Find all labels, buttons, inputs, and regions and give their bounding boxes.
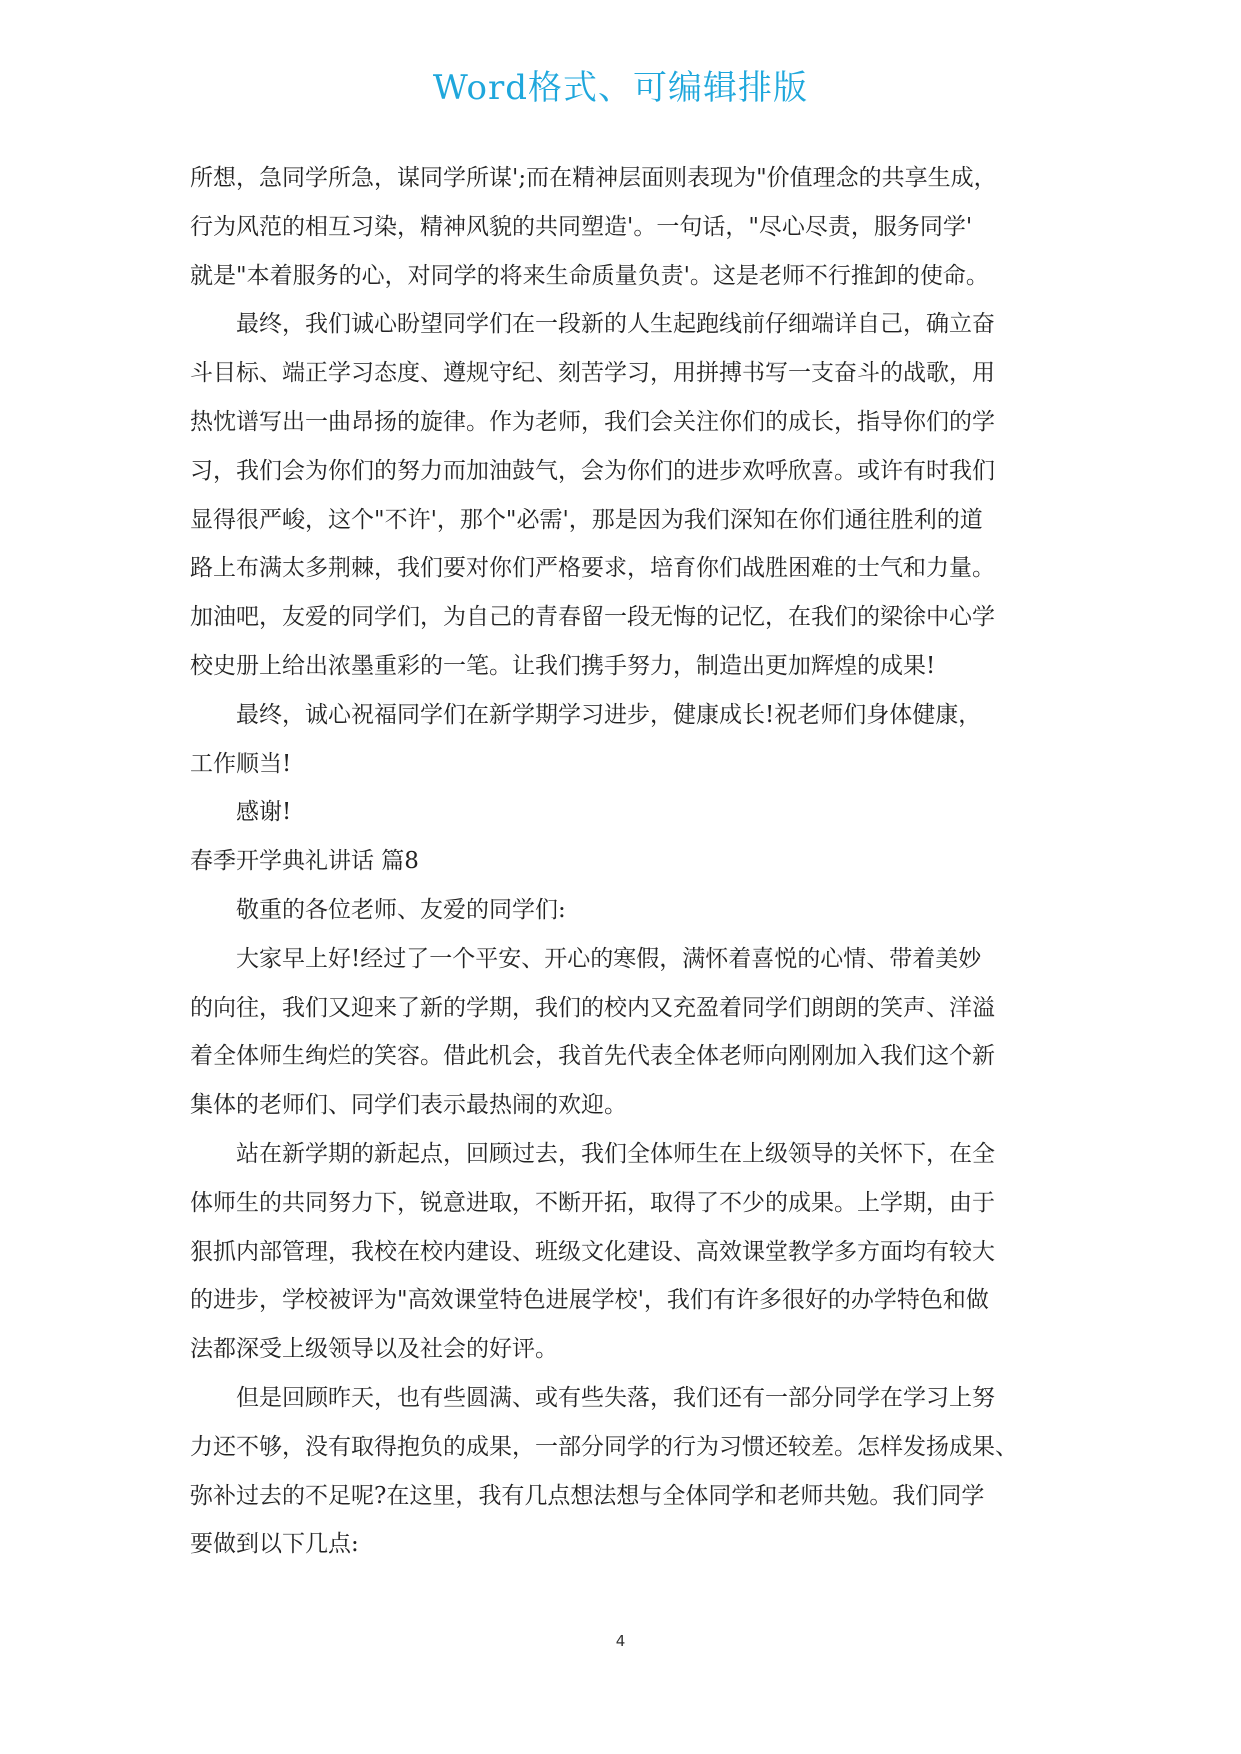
text-line: 法都深受上级领导以及社会的好评。 bbox=[190, 1336, 558, 1363]
paragraph-start-line: 大家早上好!经过了一个平安、开心的寒假，满怀着喜悦的心情、带着美妙 bbox=[236, 945, 982, 972]
paragraph-start-line: 但是回顾昨天，也有些圆满、或有些失落，我们还有一部分同学在学习上努 bbox=[236, 1384, 995, 1411]
text-line: 弥补过去的不足呢?在这里，我有几点想法想与全体同学和老师共勉。我们同学 bbox=[190, 1482, 985, 1509]
text-line: 的向往，我们又迎来了新的学期，我们的校内又充盈着同学们朗朗的笑声、洋溢 bbox=[190, 994, 995, 1021]
text-line: 斗目标、端正学习态度、遵规守纪、刻苦学习，用拼搏书写一支奋斗的战歌，用 bbox=[190, 360, 995, 387]
paragraph-start-line: 最终，我们诚心盼望同学们在一段新的人生起跑线前仔细端详自己，确立奋 bbox=[236, 311, 995, 338]
text-line: 工作顺当! bbox=[190, 750, 292, 777]
text-line: 集体的老师们、同学们表示最热闹的欢迎。 bbox=[190, 1092, 627, 1119]
paragraph-start-line: 站在新学期的新起点，回顾过去，我们全体师生在上级领导的关怀下，在全 bbox=[236, 1140, 995, 1167]
text-line: 校史册上给出浓墨重彩的一笔。让我们携手努力，制造出更加辉煌的成果! bbox=[190, 652, 936, 679]
text-line: 路上布满太多荆棘，我们要对你们严格要求，培育你们战胜困难的士气和力量。 bbox=[190, 555, 995, 582]
text-line: 显得很严峻，这个"不许'，那个"必需'，那是因为我们深知在你们通往胜利的道 bbox=[190, 506, 983, 533]
text-line: 行为风范的相互习染，精神风貌的共同塑造'。一句话，"尽心尽责，服务同学' bbox=[190, 213, 973, 240]
page-header-title: Word格式、可编辑排版 bbox=[432, 68, 809, 108]
text-line: 的进步，学校被评为"高效课堂特色进展学校'，我们有许多很好的办学特色和做 bbox=[190, 1287, 989, 1314]
text-line: 加油吧，友爱的同学们，为自己的青春留一段无悔的记忆，在我们的梁徐中心学 bbox=[190, 604, 995, 631]
text-line: 习，我们会为你们的努力而加油鼓气，会为你们的进步欢呼欣喜。或许有时我们 bbox=[190, 457, 995, 484]
document-body bbox=[190, 154, 1070, 1569]
paragraph-start-line: 感谢! bbox=[236, 799, 292, 826]
text-line: 所想，急同学所急，谋同学所谋';而在精神层面则表现为"价值理念的共享生成， bbox=[190, 165, 997, 191]
page-number: 4 bbox=[615, 1632, 626, 1650]
text-line: 要做到以下几点: bbox=[190, 1531, 359, 1558]
text-line: 就是"本着服务的心，对同学的将来生命质量负责'。这是老师不行推卸的使命。 bbox=[190, 262, 989, 289]
text-line: 狠抓内部管理，我校在校内建设、班级文化建设、高效课堂教学多方面均有较大 bbox=[190, 1238, 995, 1265]
text-line: 热忱谱写出一曲昂扬的旋律。作为老师，我们会关注你们的成长，指导你们的学 bbox=[190, 408, 995, 435]
text-line: 体师生的共同努力下，锐意进取，不断开拓，取得了不少的成果。上学期，由于 bbox=[190, 1189, 995, 1216]
section-heading: 春季开学典礼讲话 篇8 bbox=[190, 848, 419, 875]
paragraph-start-line: 最终，诚心祝福同学们在新学期学习进步，健康成长!祝老师们身体健康， bbox=[236, 701, 982, 728]
text-line: 力还不够，没有取得抱负的成果，一部分同学的行为习惯还较差。怎样发扬成果、 bbox=[190, 1433, 1018, 1460]
text-line: 着全体师生绚烂的笑容。借此机会，我首先代表全体老师向刚刚加入我们这个新 bbox=[190, 1043, 995, 1070]
salutation-line: 敬重的各位老师、友爱的同学们: bbox=[236, 896, 566, 923]
